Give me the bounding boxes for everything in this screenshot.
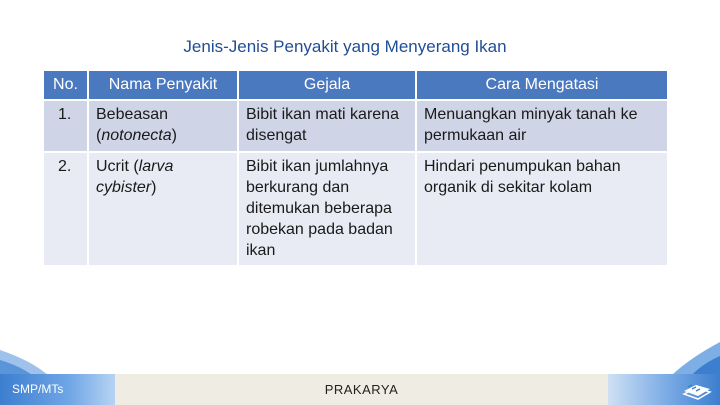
slide-title: Jenis-Jenis Penyakit yang Menyerang Ikan bbox=[183, 37, 507, 56]
solution-cell: Hindari penumpukan bahan organik di sekitar kolam bbox=[416, 152, 668, 266]
table-row bbox=[43, 100, 668, 152]
disease-name: Bebeasan bbox=[96, 106, 169, 123]
row-number: 2. bbox=[43, 152, 88, 266]
scientific-name: notonecta bbox=[101, 127, 172, 144]
paren-close: ) bbox=[171, 127, 177, 144]
footer-level-label: SMP/MTs bbox=[12, 382, 64, 396]
symptom-cell: Bibit ikan mati karena disengat bbox=[238, 100, 416, 152]
swoosh-decoration-left bbox=[0, 330, 70, 375]
row-number: 1. bbox=[43, 100, 88, 152]
table-header-row bbox=[43, 70, 668, 100]
disease-name-cell bbox=[88, 152, 238, 266]
footer-center-panel bbox=[115, 374, 608, 405]
book-logo-icon bbox=[682, 377, 712, 401]
solution-cell: Menuangkan minyak tanah ke permukaan air bbox=[416, 100, 668, 152]
paren-open: ( bbox=[96, 127, 102, 144]
symptom-cell: Bibit ikan jumlahnya berkurang dan ditemukan beberapa robekan pada badan ikan bbox=[238, 152, 416, 266]
disease-name: Ucrit bbox=[96, 158, 129, 175]
header-disease-name: Nama Penyakit bbox=[88, 70, 238, 100]
paren-open: ( bbox=[133, 158, 139, 175]
paren-close: ) bbox=[151, 179, 157, 196]
header-no: No. bbox=[43, 70, 88, 100]
swoosh-decoration-right bbox=[650, 330, 720, 375]
header-solution: Cara Mengatasi bbox=[416, 70, 668, 100]
footer-left-panel bbox=[0, 374, 115, 405]
header-symptom: Gejala bbox=[238, 70, 416, 100]
footer-subject-label: PRAKARYA bbox=[324, 382, 399, 397]
table-row bbox=[43, 152, 668, 266]
disease-name-cell bbox=[88, 100, 238, 152]
disease-table bbox=[42, 69, 669, 267]
scientific-name: larva cybister bbox=[96, 158, 174, 196]
footer-bar bbox=[0, 374, 720, 405]
